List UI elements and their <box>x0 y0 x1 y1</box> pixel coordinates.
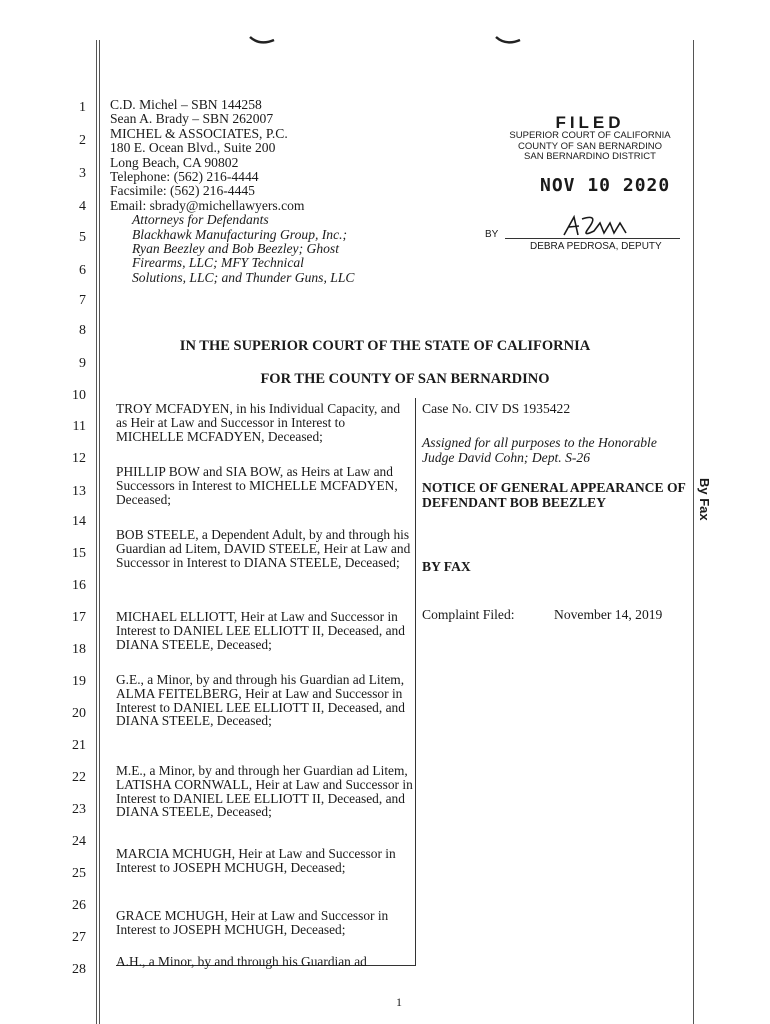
page-number: 1 <box>396 995 402 1009</box>
line-number: 19 <box>72 674 86 689</box>
line-number: 10 <box>72 388 86 403</box>
court-title: IN THE SUPERIOR COURT OF THE STATE OF CALIFORNIA <box>179 338 591 354</box>
line-number: 8 <box>79 323 86 338</box>
attorney-line: Telephone: (562) 216-4444 <box>110 169 259 185</box>
right-margin-rule <box>693 40 694 1024</box>
caption-divider <box>415 398 416 966</box>
line-number: 5 <box>79 230 86 245</box>
line-number: 15 <box>72 546 86 561</box>
line-number: 13 <box>72 484 86 499</box>
party-entry: GRACE MCHUGH, Heir at Law and Successor in Interest to JOSEPH MCHUGH, Deceased; <box>116 908 389 937</box>
attorney-line: 180 E. Ocean Blvd., Suite 200 <box>110 140 276 156</box>
filed-county: COUNTY OF SAN BERNARDINO <box>518 140 662 152</box>
party-entry: MICHAEL ELLIOTT, Heir at Law and Successor in Interest to DANIEL LEE ELLIOTT II, Deceased, and DIANA STEELE, Deceased; <box>116 609 405 652</box>
attorneys-for-line: Blackhawk Manufacturing Group, Inc.; <box>132 226 348 242</box>
line-number: 25 <box>72 866 86 881</box>
line-number: 17 <box>72 610 86 625</box>
deputy-signature <box>560 213 632 241</box>
line-number: 22 <box>72 770 86 785</box>
party-entry: MARCIA MCHUGH, Heir at Law and Successor in Interest to JOSEPH MCHUGH, Deceased; <box>116 846 396 875</box>
line-number: 20 <box>72 706 86 721</box>
line-number: 7 <box>79 293 86 308</box>
attorney-line: MICHEL & ASSOCIATES, P.C. <box>110 125 288 141</box>
document-title: NOTICE OF GENERAL APPEARANCE OF DEFENDANT BOB BEEZLEY <box>422 480 686 510</box>
line-number: 3 <box>79 166 86 181</box>
line-number: 23 <box>72 802 86 817</box>
line-number: 27 <box>72 930 86 945</box>
attorney-line: Facsimile: (562) 216-4445 <box>110 183 255 199</box>
line-number: 24 <box>72 834 86 849</box>
attorney-line: Long Beach, CA 90802 <box>110 154 239 170</box>
attorney-header <box>110 98 354 285</box>
attorneys-for-line: Attorneys for Defendants <box>132 212 269 228</box>
fax-mark-right <box>494 34 524 48</box>
line-number: 16 <box>72 578 86 593</box>
line-number: 14 <box>72 514 86 529</box>
by-fax-side-stamp: By Fax <box>697 478 712 521</box>
by-fax-label: BY FAX <box>422 559 471 574</box>
left-margin-rule <box>96 40 97 1024</box>
fax-mark-left <box>248 34 278 48</box>
party-entry: TROY MCFADYEN, in his Individual Capacity, and as Heir at Law and Successor in Interest to MICHELLE MCFADYEN, Deceased; <box>116 401 401 444</box>
attorney-line: Sean A. Brady – SBN 262007 <box>110 111 274 127</box>
filed-label: FILED <box>555 113 625 132</box>
party-entry: G.E., a Minor, by and through his Guardian ad Litem, ALMA FEITELBERG, Heir at Law and Successor in Interest to DANIEL LEE ELLIOTT II, Deceased, and DIANA STEELE, Deceased; <box>116 672 405 729</box>
filed-court: SUPERIOR COURT OF CALIFORNIA <box>509 130 671 141</box>
attorney-line: Email: sbrady@michellawyers.com <box>110 197 305 213</box>
attorneys-for-line: Solutions, LLC; and Thunder Guns, LLC <box>132 269 355 285</box>
line-number: 21 <box>72 738 86 753</box>
complaint-filed-label: Complaint Filed: <box>422 607 515 622</box>
attorney-line: C.D. Michel – SBN 144258 <box>110 97 262 112</box>
filed-by-label: BY <box>485 229 499 240</box>
filed-stamp <box>495 114 685 163</box>
filed-deputy: DEBRA PEDROSA, DEPUTY <box>530 241 662 252</box>
line-number: 1 <box>79 100 86 115</box>
line-number: 26 <box>72 898 86 913</box>
left-margin-rule-inner <box>99 40 100 1024</box>
party-entry: A.H., a Minor, by and through his Guardian ad <box>116 954 367 969</box>
complaint-filed-date: November 14, 2019 <box>554 607 663 622</box>
attorneys-for-line: Ryan Beezley and Bob Beezley; Ghost <box>132 241 339 257</box>
county-title: FOR THE COUNTY OF SAN BERNARDINO <box>260 371 550 387</box>
line-number: 12 <box>72 451 86 466</box>
line-number: 18 <box>72 642 86 657</box>
assigned-judge: Assigned for all purposes to the Honorable Judge David Cohn; Dept. S-26 <box>422 435 657 465</box>
line-number: 11 <box>72 419 86 434</box>
filed-district: SAN BERNARDINO DISTRICT <box>524 151 656 162</box>
party-entry: M.E., a Minor, by and through her Guardian ad Litem, LATISHA CORNWALL, Heir at Law and Successor in Interest to DANIEL LEE ELLIOTT II, Deceased, and DIANA STEELE, Deceased; <box>116 763 413 820</box>
line-number: 28 <box>72 962 86 977</box>
party-entry: PHILLIP BOW and SIA BOW, as Heirs at Law and Successors in Interest to MICHELLE MCFADYEN, Deceased; <box>116 464 398 507</box>
line-number: 9 <box>79 356 86 371</box>
party-entry: BOB STEELE, a Dependent Adult, by and through his Guardian ad Litem, DAVID STEELE, Heir at Law and Successor in Interest to DIANA STEELE, Deceased; <box>116 527 411 570</box>
line-number: 4 <box>79 199 86 214</box>
attorneys-for-line: Firearms, LLC; MFY Technical <box>132 255 304 271</box>
line-number: 2 <box>79 133 86 148</box>
case-number: Case No. CIV DS 1935422 <box>422 401 571 416</box>
line-number: 6 <box>79 263 86 278</box>
filed-date: NOV 10 2020 <box>540 175 671 196</box>
